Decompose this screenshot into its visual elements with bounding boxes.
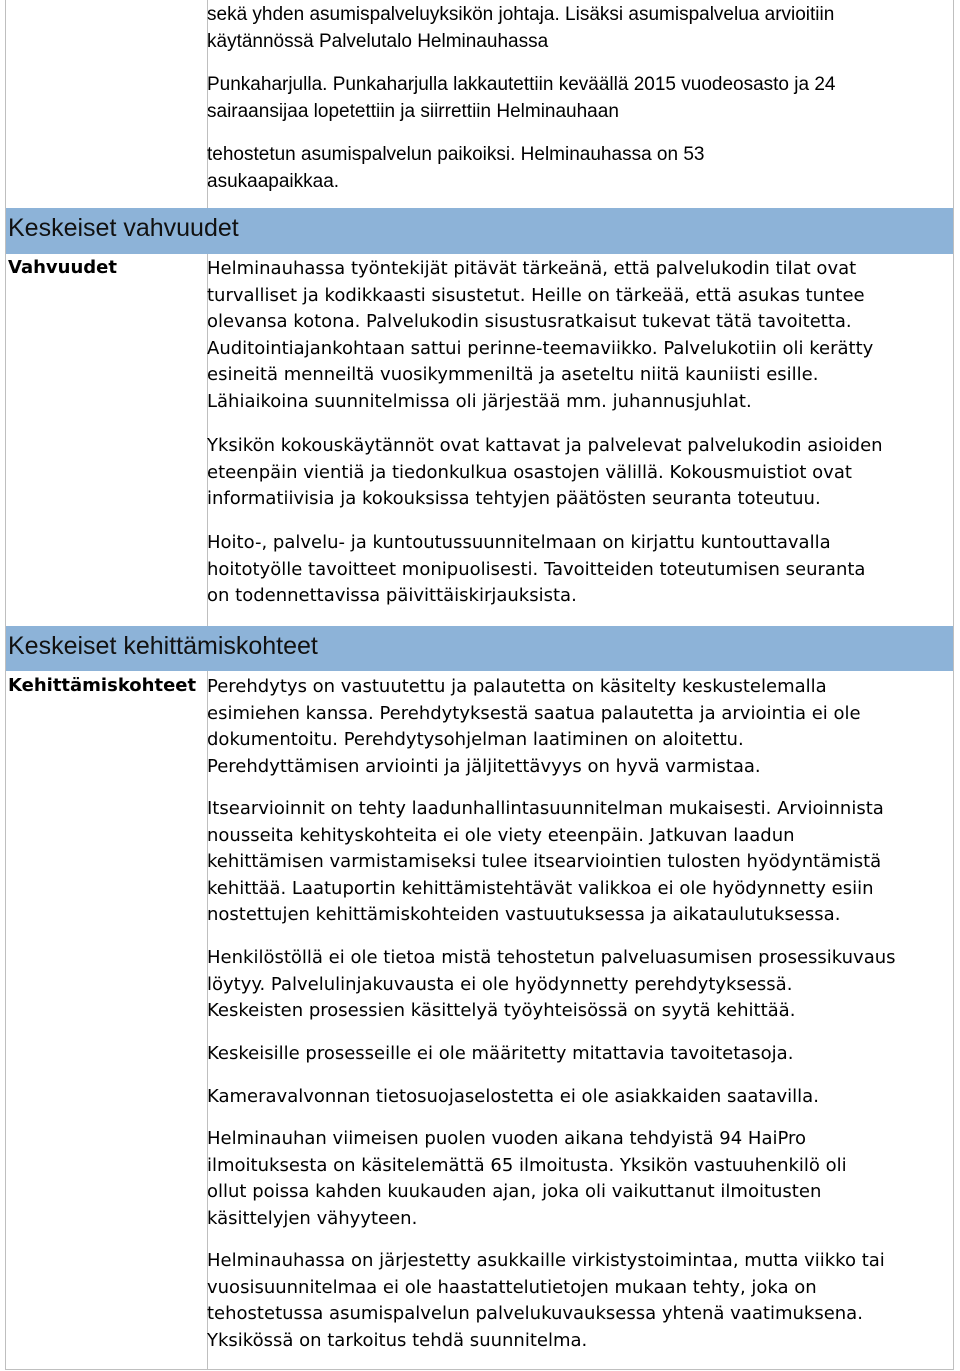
- development-paragraph-3: Henkilöstöllä ei ole tietoa mistä tehostetun palveluasumisen prosessikuvaus löytyy. Palvelulinjakuvausta ei ole hyödynnetty perehdytyksessä. Keskeisten prosessien käsittelyä työyhteisössä on syytä kehittää.: [207, 947, 896, 1021]
- development-paragraph-6: Helminauhan viimeisen puolen vuoden aikana tehdyistä 94 HaiPro ilmoituksesta on käsitelemättä 65 ilmoitusta. Yksikön vastuuhenkilö oli ollut poissa kahden kuukauden ajan, joka oli vaikuttanut ilmoitusten käsittelyjen vähyyteen.: [207, 1128, 847, 1229]
- development-paragraph-1: Perehdytys on vastuutettu ja palautetta on käsitelty keskustelemalla esimiehen kanssa. Perehdytyksestä saatua palautetta ja arviointia ei ole dokumentoitu. Perehdytysohjelman laatiminen on aloitettu. Perehdyttämisen arviointi ja jäljitettävyys on hyvä varmistaa.: [207, 676, 861, 777]
- development-label: Kehittämiskohteet: [8, 675, 197, 696]
- strengths-heading: Keskeiset vahvuudet: [8, 214, 239, 242]
- strengths-paragraph-1: Helminauhassa työntekijät pitävät tärkeänä, että palvelukodin tilat ovat turvalliset ja kodikkaasti sisustetut. Heille on tärkeää, että asukas tuntee olevansa kotona. Palvelukodin sisustusratkaisut tukevat tätä tavoitetta. Auditointiajankohtaan sattui perinne-teemaviikko. Palvelukotiin oli kerätty esineitä menneiltä vuosikymmeniltä ja aseteltu niitä kauniisti esille. Lähiaikoina suunnitelmissa oli järjestää mm. juhannusjuhlat.: [207, 258, 874, 412]
- strengths-paragraph-3: Hoito-, palvelu- ja kuntoutussuunnitelmaan on kirjattu kuntouttavalla hoitotyölle tavoitteet monipuolisesti. Tavoitteiden toteutumisen seuranta on todennettavissa päivittäiskirjauksista.: [207, 532, 866, 606]
- development-paragraph-7: Helminauhassa on järjestetty asukkaille virkistystoimintaa, mutta viikko tai vuosisuunnitelmaa ei ole haastattelutietojen mukaan tehty, joka on tehostetussa asumispalvelun palvelukuvauksessa yhtenä vaatimuksena. Yksikössä on tarkoitus tehdä suunnitelma.: [207, 1250, 885, 1351]
- development-paragraph-2: Itsearvioinnit on tehty laadunhallintasuunnitelman mukaisesti. Arvioinnista nousseita kehityskohteita ei ole viety eteenpäin. Jatkuvan laadun kehittämisen varmistamiseksi tulee itsearviointien tulosten hyödyntämistä kehittää. Laatuportin kehittämistehtävät valikkoa ei ole hyödynnetty esiin nostettujen kehittämiskohteiden vastuutuksessa ja aikataulutuksessa.: [207, 798, 884, 925]
- strengths-label: Vahvuudet: [8, 257, 117, 278]
- development-heading-band: [6, 626, 953, 671]
- intro-paragraph-2: Punkaharjulla. Punkaharjulla lakkautettiin keväällä 2015 vuodeosasto ja 24 sairaansijaa lopetettiin ja siirrettiin Helminauhaan: [207, 74, 836, 122]
- development-paragraph-4: Keskeisille prosesseille ei ole määritetty mitattavia tavoitetasoja.: [207, 1043, 794, 1064]
- strengths-paragraph-2: Yksikön kokouskäytännöt ovat kattavat ja palvelevat palvelukodin asioiden eteenpäin vientiä ja tiedonkulkua osastojen välillä. Kokousmuistiot ovat informatiivisia ja kokouksissa tehtyjen päätösten seuranta toteutuu.: [207, 435, 883, 509]
- intro-paragraph-3: tehostetun asumispalvelun paikoiksi. Helminauhassa on 53 asukaapaikkaa.: [207, 144, 705, 192]
- strengths-heading-band: [6, 208, 953, 254]
- development-paragraph-5: Kameravalvonnan tietosuojaselostetta ei ole asiakkaiden saatavilla.: [207, 1086, 819, 1107]
- development-heading: Keskeiset kehittämiskohteet: [8, 632, 318, 660]
- intro-paragraph-1: sekä yhden asumispalveluyksikön johtaja. Lisäksi asumispalvelua arvioitiin käytännössä Palvelutalo Helminauhassa: [207, 4, 835, 52]
